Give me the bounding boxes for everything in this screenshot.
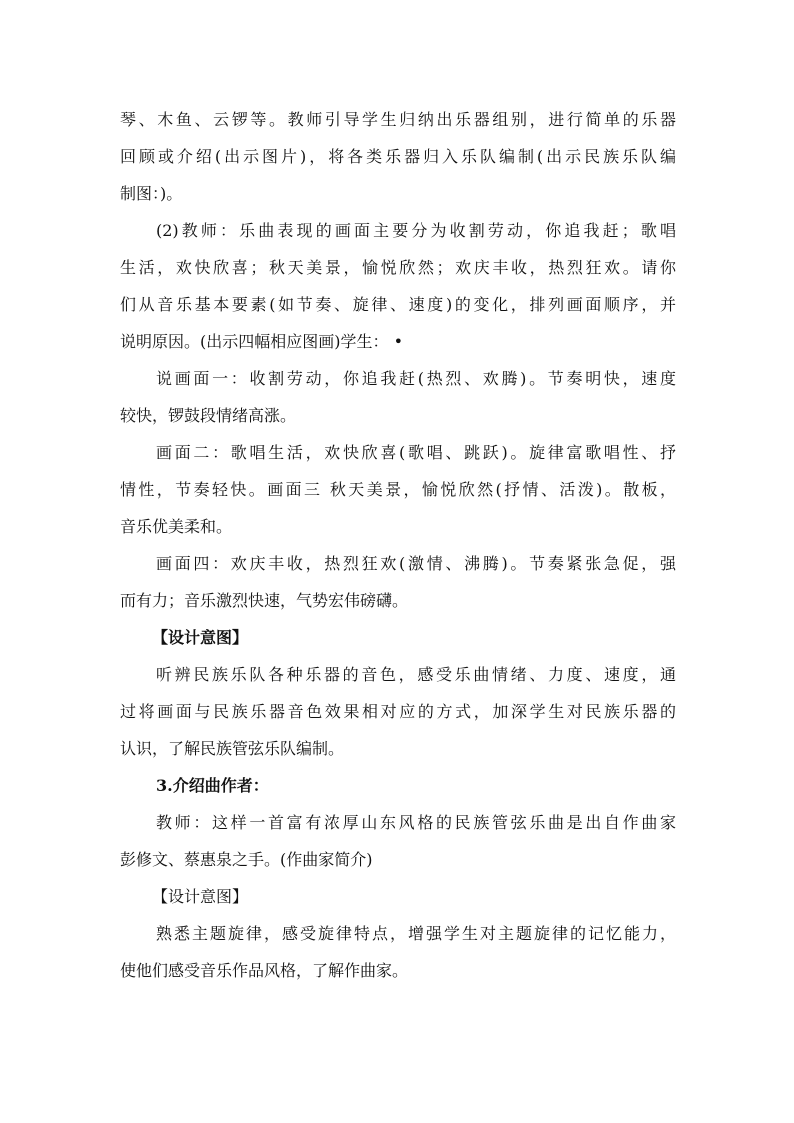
paragraph-line: 熟悉主题旋律，感受旋律特点，增强学生对主题旋律的记忆能力， <box>156 924 676 943</box>
paragraph-line: 而有力；音乐激烈快速，气势宏伟磅礴。 <box>120 591 409 610</box>
paragraph-line: 教师：这样一首富有浓厚山东风格的民族管弦乐曲是出自作曲家 <box>156 813 676 832</box>
paragraph-line: 们从音乐基本要素(如节奏、旋律、速度)的变化，排列画面顺序，并 <box>120 295 676 314</box>
paragraph-line: 较快，锣鼓段情绪高涨。 <box>120 406 297 425</box>
paragraph-line: 听辨民族乐队各种乐器的音色，感受乐曲情绪、力度、速度，通 <box>156 665 676 684</box>
paragraph-line: 说画面一：收割劳动，你追我赶(热烈、欢腾)。节奏明快，速度 <box>156 369 676 388</box>
document-body <box>120 101 676 989</box>
paragraph-line: 认识，了解民族管弦乐队编制。 <box>120 739 345 758</box>
paragraph-line: 画面四：欢庆丰收，热烈狂欢(激情、沸腾)。节奏紧张急促，强 <box>156 554 676 573</box>
paragraph-line: 彭修文、蔡惠泉之手。(作曲家简介) <box>120 850 373 869</box>
paragraph-line: 回顾或介绍(出示图片)，将各类乐器归入乐队编制(出示民族乐队编 <box>120 147 676 166</box>
paragraph-line: 生活，欢快欣喜；秋天美景，愉悦欣然；欢庆丰收，热烈狂欢。请你 <box>120 258 676 277</box>
section-heading: 【设计意图】 <box>152 628 249 647</box>
section-heading: 3.介绍曲作者： <box>156 776 269 795</box>
paragraph-line: 说明原因。(出示四幅相应图画)学生： • <box>120 332 404 351</box>
paragraph-line: 使他们感受音乐作品风格，了解作曲家。 <box>120 961 409 980</box>
paragraph-line: 制图：)。 <box>120 184 183 203</box>
paragraph-line: 琴、木鱼、云锣等。教师引导学生归纳出乐器组别，进行简单的乐器 <box>120 110 676 129</box>
paragraph-line: 音乐优美柔和。 <box>120 517 233 536</box>
section-heading: 【设计意图】 <box>152 887 249 906</box>
paragraph-line: 情性，节奏轻快。画面三 秋天美景，愉悦欣然(抒情、活泼)。散板， <box>120 480 676 499</box>
paragraph-line: (2)教师：乐曲表现的画面主要分为收割劳动，你追我赶；歌唱 <box>156 221 676 240</box>
paragraph-line: 过将画面与民族乐器音色效果相对应的方式，加深学生对民族乐器的 <box>120 702 676 721</box>
paragraph-line: 画面二：歌唱生活，欢快欣喜(歌唱、跳跃)。旋律富歌唱性、抒 <box>156 443 676 462</box>
